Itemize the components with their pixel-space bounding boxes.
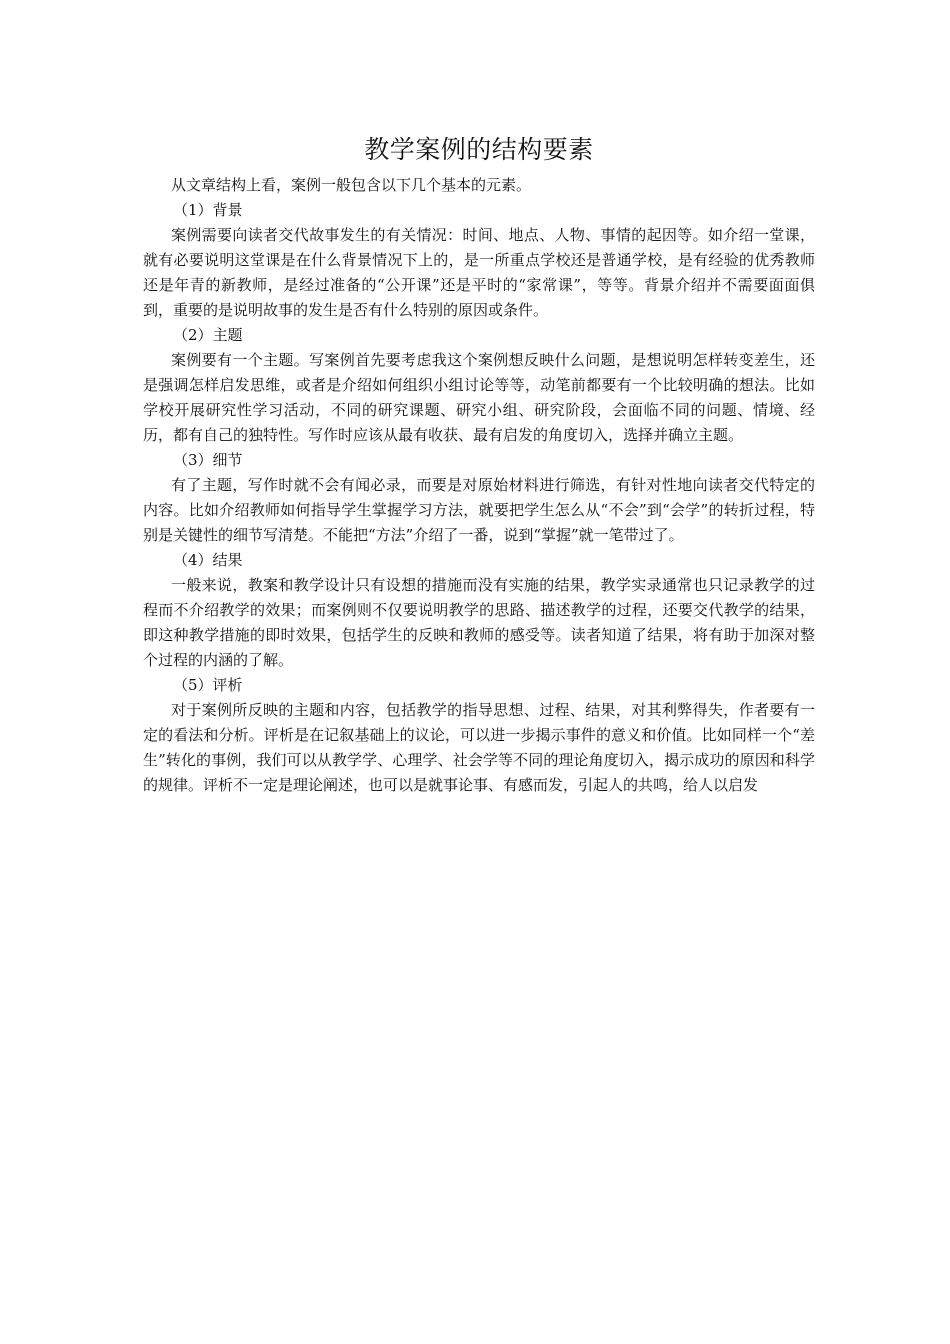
section-heading: （4）结果 [173, 551, 243, 569]
document-content [143, 133, 815, 798]
section-body: 对于案例所反映的主题和内容，包括教学的指导思想、过程、结果，对其利弊得失，作者要有一定的看法和分析。评析是在记叙基础上的议论，可以进一步揭示事件的意义和价值。比如同样一个“差生”转化的事例，我们可以从教学学、心理学、社会学等不同的理论角度切入，揭示成功的原因和科学的规律。评析不一定是理论阐述，也可以是就事论事、有感而发，引起人的共鸣，给人以启发 [143, 701, 815, 794]
section-heading: （2）主题 [173, 326, 243, 344]
section-theme [143, 323, 815, 448]
section-background [143, 198, 815, 323]
section-heading: （1）背景 [173, 201, 243, 219]
section-heading: （5）评析 [173, 676, 243, 694]
section-result [143, 548, 815, 673]
section-analysis [143, 673, 815, 798]
intro-paragraph: 从文章结构上看，案例一般包含以下几个基本的元素。 [171, 176, 532, 194]
section-details [143, 448, 815, 548]
document-title: 教学案例的结构要素 [364, 135, 594, 164]
section-heading: （3）细节 [173, 451, 243, 469]
section-body: 一般来说，教案和教学设计只有设想的措施而没有实施的结果，教学实录通常也只记录教学的过程而不介绍教学的效果；而案例则不仅要说明教学的思路、描述教学的过程，还要交代教学的结果，即这种教学措施的即时效果，包括学生的反映和教师的感受等。读者知道了结果，将有助于加深对整个过程的内涵的了解。 [143, 576, 815, 669]
section-body: 有了主题，写作时就不会有闻必录，而要是对原始材料进行筛选，有针对性地向读者交代特定的内容。比如介绍教师如何指导学生掌握学习方法，就要把学生怎么从“不会”到“会学”的转折过程，特别是关键性的细节写清楚。不能把“方法”介绍了一番，说到“掌握”就一笔带过了。 [143, 476, 815, 544]
section-body: 案例要有一个主题。写案例首先要考虑我这个案例想反映什么问题，是想说明怎样转变差生，还是强调怎样启发思维，或者是介绍如何组织小组讨论等等，动笔前都要有一个比较明确的想法。比如学校开展研究性学习活动，不同的研究课题、研究小组、研究阶段，会面临不同的问题、情境、经历，都有自己的独特性。写作时应该从最有收获、最有启发的角度切入，选择并确立主题。 [143, 351, 815, 444]
section-body: 案例需要向读者交代故事发生的有关情况：时间、地点、人物、事情的起因等。如介绍一堂课，就有必要说明这堂课是在什么背景情况下上的，是一所重点学校还是普通学校，是有经验的优秀教师还是年青的新教师，是经过准备的“公开课”还是平时的“家常课”，等等。背景介绍并不需要面面俱到，重要的是说明故事的发生是否有什么特别的原因或条件。 [143, 226, 815, 319]
